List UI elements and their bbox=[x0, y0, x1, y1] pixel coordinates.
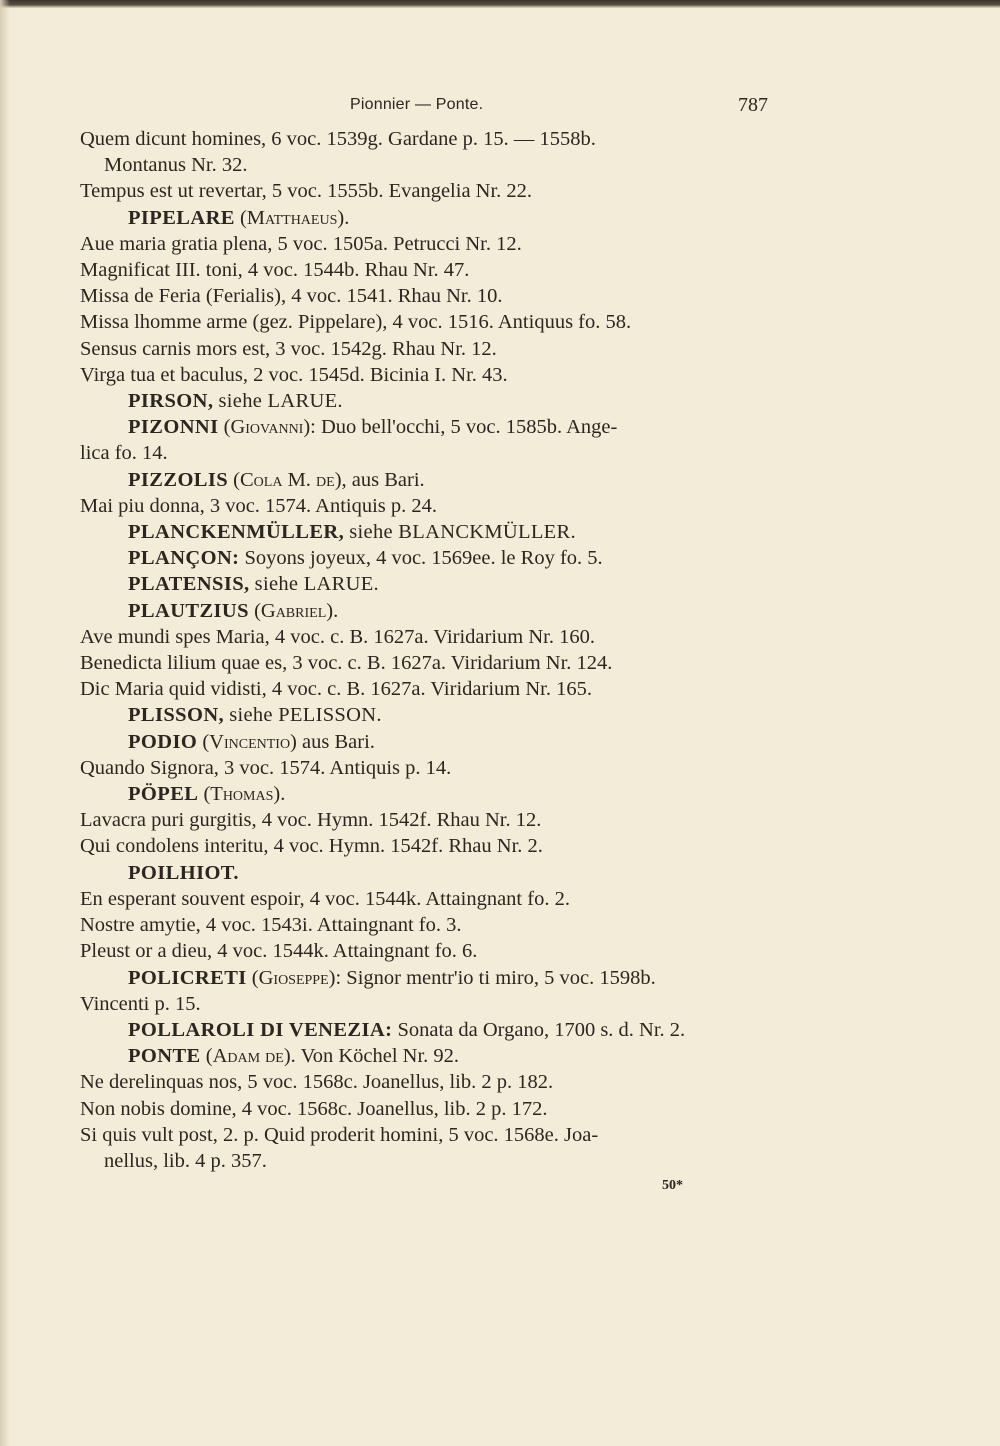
work-entry-continuation: nellus, lib. 4 p. 357. bbox=[104, 1149, 267, 1172]
composer-name: POLICRETI bbox=[128, 966, 247, 989]
composer-note: siehe LARUE. bbox=[218, 390, 343, 413]
composer-name: PIPELARE bbox=[128, 206, 235, 229]
composer-name: PLISSON, bbox=[128, 704, 225, 727]
work-entry: Sensus carnis mors est, 3 voc. 1542g. Rhau Nr. 12. bbox=[80, 337, 497, 360]
composer-name: PIZZOLIS bbox=[128, 468, 229, 491]
composer-note: Duo bell'occhi, 5 voc. 1585b. Ange- bbox=[321, 416, 618, 439]
page-header bbox=[80, 92, 770, 126]
composer-note: siehe BLANCKMÜLLER. bbox=[349, 521, 576, 544]
composer-firstname: (Adam de). bbox=[205, 1045, 296, 1068]
composer-heading bbox=[80, 519, 770, 545]
composer-firstname: (Thomas). bbox=[203, 783, 286, 806]
composer-heading bbox=[80, 414, 770, 440]
page-number: 787 bbox=[738, 94, 768, 116]
composer-name: POILHIOT. bbox=[128, 861, 239, 884]
composer-name: PONTE bbox=[128, 1045, 201, 1068]
work-entry: Ave mundi spes Maria, 4 voc. c. B. 1627a. Viridarium Nr. 160. bbox=[80, 625, 595, 648]
book-page bbox=[80, 92, 770, 1194]
composer-heading bbox=[80, 598, 770, 624]
composer-name: PÖPEL bbox=[128, 783, 199, 806]
composer-name: PIRSON, bbox=[128, 390, 214, 413]
work-entry: Magnificat III. toni, 4 voc. 1544b. Rhau Nr. 47. bbox=[80, 259, 470, 282]
composer-name: PLATENSIS, bbox=[128, 573, 250, 596]
work-entry: Ne derelinquas nos, 5 voc. 1568c. Joanellus, lib. 2 p. 182. bbox=[80, 1071, 554, 1094]
composer-heading bbox=[80, 1043, 770, 1069]
composer-name: PODIO bbox=[128, 730, 198, 753]
signature-mark: 50* bbox=[662, 1178, 683, 1194]
work-entry: Qui condolens interitu, 4 voc. Hymn. 1542f. Rhau Nr. 2. bbox=[80, 835, 543, 858]
composer-firstname: (Vincentio) bbox=[202, 730, 297, 753]
work-entry: Tempus est ut revertar, 5 voc. 1555b. Evangelia Nr. 22. bbox=[80, 180, 533, 203]
composer-note: Soyons joyeux, 4 voc. 1569ee. le Roy fo. 5. bbox=[244, 547, 603, 570]
work-entry: Aue maria gratia plena, 5 voc. 1505a. Petrucci Nr. 12. bbox=[80, 232, 522, 255]
work-entry: Missa de Feria (Ferialis), 4 voc. 1541. Rhau Nr. 10. bbox=[80, 285, 503, 308]
work-entry: En esperant souvent espoir, 4 voc. 1544k. Attaingnant fo. 2. bbox=[80, 887, 570, 910]
work-entry: Quem dicunt homines, 6 voc. 1539g. Gardane p. 15. — 1558b. bbox=[80, 128, 596, 150]
work-entry-continuation: Montanus Nr. 32. bbox=[104, 154, 248, 177]
page-top-shadow bbox=[0, 0, 1000, 8]
composer-note: Von Köchel Nr. 92. bbox=[300, 1045, 460, 1068]
composer-note: siehe PELISSON. bbox=[229, 704, 382, 727]
work-entry: Lavacra puri gurgitis, 4 voc. Hymn. 1542f. Rhau Nr. 12. bbox=[80, 809, 542, 832]
composer-heading bbox=[80, 467, 770, 493]
work-entry: Non nobis domine, 4 voc. 1568c. Joanellus, lib. 2 p. 172. bbox=[80, 1097, 548, 1120]
composer-heading bbox=[80, 965, 770, 991]
composer-name: PIZONNI bbox=[128, 416, 219, 439]
composer-heading bbox=[80, 860, 770, 886]
composer-heading bbox=[80, 702, 770, 728]
composer-note: Signor mentr'io ti miro, 5 voc. 1598b. bbox=[346, 966, 656, 989]
composer-heading bbox=[80, 205, 770, 231]
composer-name: PLANÇON: bbox=[128, 547, 240, 570]
entries-list bbox=[80, 126, 770, 1174]
composer-heading bbox=[80, 729, 770, 755]
composer-note: siehe LARUE. bbox=[254, 573, 379, 596]
work-entry: Quando Signora, 3 voc. 1574. Antiquis p. 14. bbox=[80, 756, 452, 779]
work-entry: Dic Maria quid vidisti, 4 voc. c. B. 1627a. Viridarium Nr. 165. bbox=[80, 678, 592, 701]
page-left-edge bbox=[0, 0, 10, 1446]
running-head: Pionnier — Ponte. bbox=[350, 96, 484, 113]
work-entry: Pleust or a dieu, 4 voc. 1544k. Attaingnant fo. 6. bbox=[80, 940, 478, 963]
composer-note: aus Bari. bbox=[351, 468, 425, 491]
composer-note: aus Bari. bbox=[302, 730, 375, 753]
composer-heading bbox=[80, 545, 770, 571]
composer-name: PLANCKENMÜLLER, bbox=[128, 521, 345, 544]
composer-firstname: (Gioseppe): bbox=[251, 966, 342, 989]
work-entry: Missa lhomme arme (gez. Pippelare), 4 voc. 1516. Antiquus fo. 58. bbox=[80, 311, 632, 334]
composer-firstname: (Matthaeus). bbox=[239, 206, 350, 229]
composer-firstname: (Gabriel). bbox=[254, 599, 339, 622]
composer-firstname: (Giovanni): bbox=[223, 416, 316, 439]
work-entry: Benedicta lilium quae es, 3 voc. c. B. 1627a. Viridarium Nr. 124. bbox=[80, 652, 613, 675]
work-entry: Nostre amytie, 4 voc. 1543i. Attaingnant fo. 3. bbox=[80, 914, 462, 937]
work-entry: Si quis vult post, 2. p. Quid proderit homini, 5 voc. 1568e. Joa- bbox=[80, 1123, 599, 1146]
composer-heading bbox=[80, 571, 770, 597]
composer-name: POLLAROLI DI VENEZIA: bbox=[128, 1018, 393, 1041]
composer-heading bbox=[80, 388, 770, 414]
work-entry-continuation: lica fo. 14. bbox=[80, 442, 168, 465]
composer-heading bbox=[80, 781, 770, 807]
composer-heading bbox=[80, 1017, 770, 1043]
composer-name: PLAUTZIUS bbox=[128, 599, 249, 622]
composer-firstname: (Cola M. de), bbox=[233, 468, 347, 491]
work-entry-continuation: Vincenti p. 15. bbox=[80, 992, 201, 1015]
work-entry: Mai piu donna, 3 voc. 1574. Antiquis p. 24. bbox=[80, 494, 438, 517]
composer-note: Sonata da Organo, 1700 s. d. Nr. 2. bbox=[397, 1018, 686, 1041]
work-entry: Virga tua et baculus, 2 voc. 1545d. Bicinia I. Nr. 43. bbox=[80, 363, 508, 386]
